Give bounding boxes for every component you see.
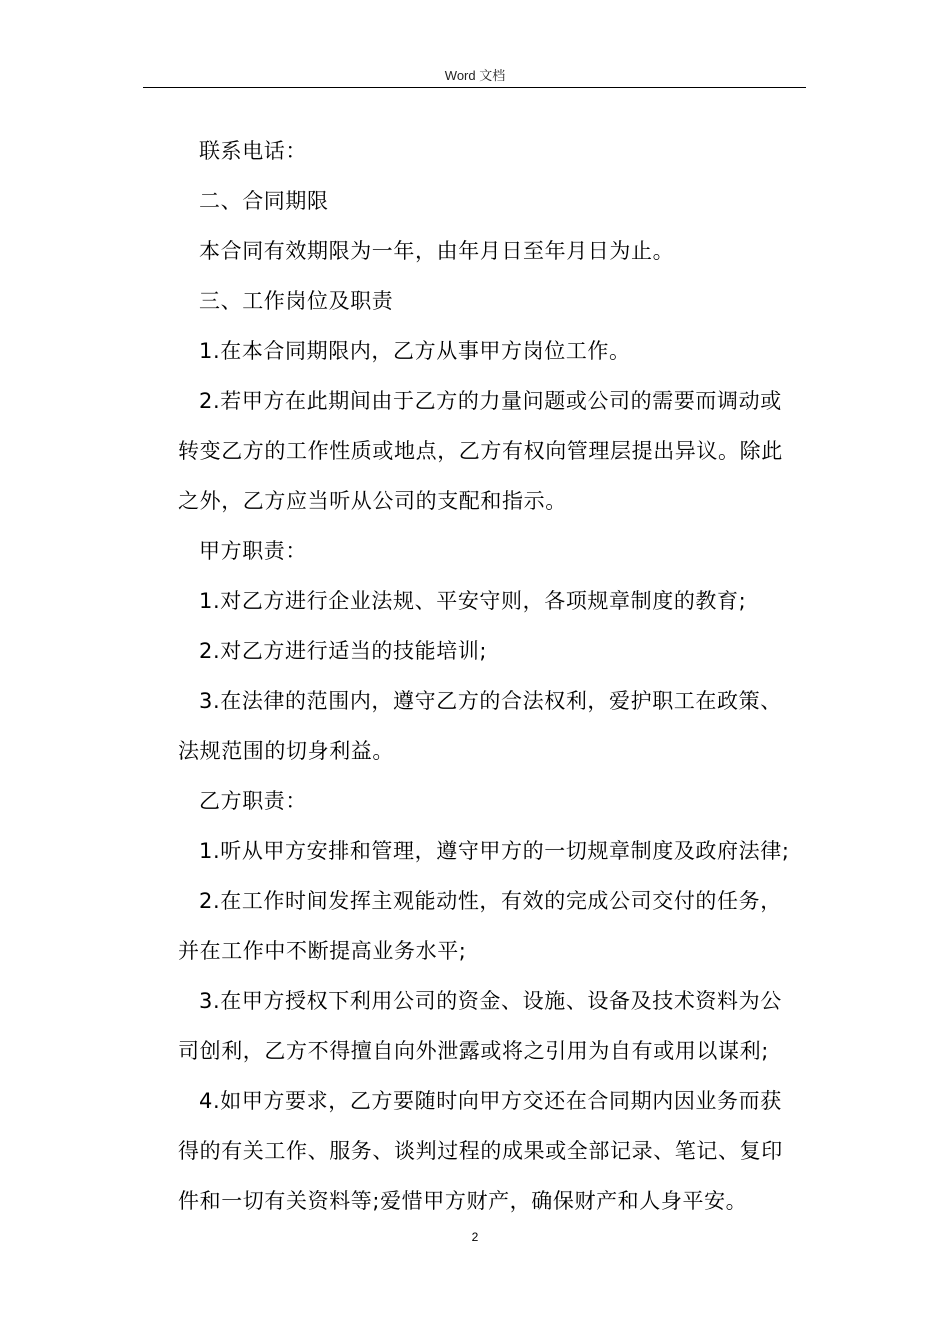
subheading-party-a-duties: 甲方职责： xyxy=(199,539,307,563)
paragraph-contract-validity: 本合同有效期限为一年，由年月日至年月日为止。 xyxy=(199,239,675,263)
party-b-duty-2: 2.在工作时间发挥主观能动性，有效的完成公司交付的任务， 并在工作中不断提高业务水平; xyxy=(178,889,782,963)
header-divider xyxy=(143,87,806,88)
party-b-duty-1: 1.听从甲方安排和管理，遵守甲方的一切规章制度及政府法律; xyxy=(199,839,790,863)
party-a-duty-3: 3.在法律的范围内，遵守乙方的合法权利，爱护职工在政策、 法规范围的切身利益。 xyxy=(178,689,782,763)
party-a-duty-2: 2.对乙方进行适当的技能培训; xyxy=(199,639,488,663)
page-header-title: Word 文档 xyxy=(444,68,506,83)
page-number: 2 xyxy=(471,1230,479,1244)
paragraph-item-1: 1.在本合同期限内，乙方从事甲方岗位工作。 xyxy=(199,339,631,363)
party-b-duty-4: 4.如甲方要求，乙方要随时向甲方交还在合同期内因业务而获 得的有关工作、服务、谈判过程的成果或全部记录、笔记、复印 件和一切有关资料等;爱惜甲方财产，确保财产和人身平安。 xyxy=(178,1089,783,1213)
paragraph-contact-phone: 联系电话： xyxy=(199,139,307,163)
document-body xyxy=(178,126,802,1226)
section-heading-contract-term: 二、合同期限 xyxy=(199,189,329,213)
party-a-duty-1: 1.对乙方进行企业法规、平安守则，各项规章制度的教育; xyxy=(199,589,747,613)
party-b-duty-3: 3.在甲方授权下利用公司的资金、设施、设备及技术资料为公 司创利，乙方不得擅自向外泄露或将之引用为自有或用以谋利; xyxy=(178,989,782,1063)
subheading-party-b-duties: 乙方职责： xyxy=(199,789,307,813)
paragraph-item-2: 2.若甲方在此期间由于乙方的力量问题或公司的需要而调动或 转变乙方的工作性质或地点，乙方有权向管理层提出异议。除此 之外，乙方应当听从公司的支配和指示。 xyxy=(178,389,783,513)
section-heading-job-duties: 三、工作岗位及职责 xyxy=(199,289,394,313)
